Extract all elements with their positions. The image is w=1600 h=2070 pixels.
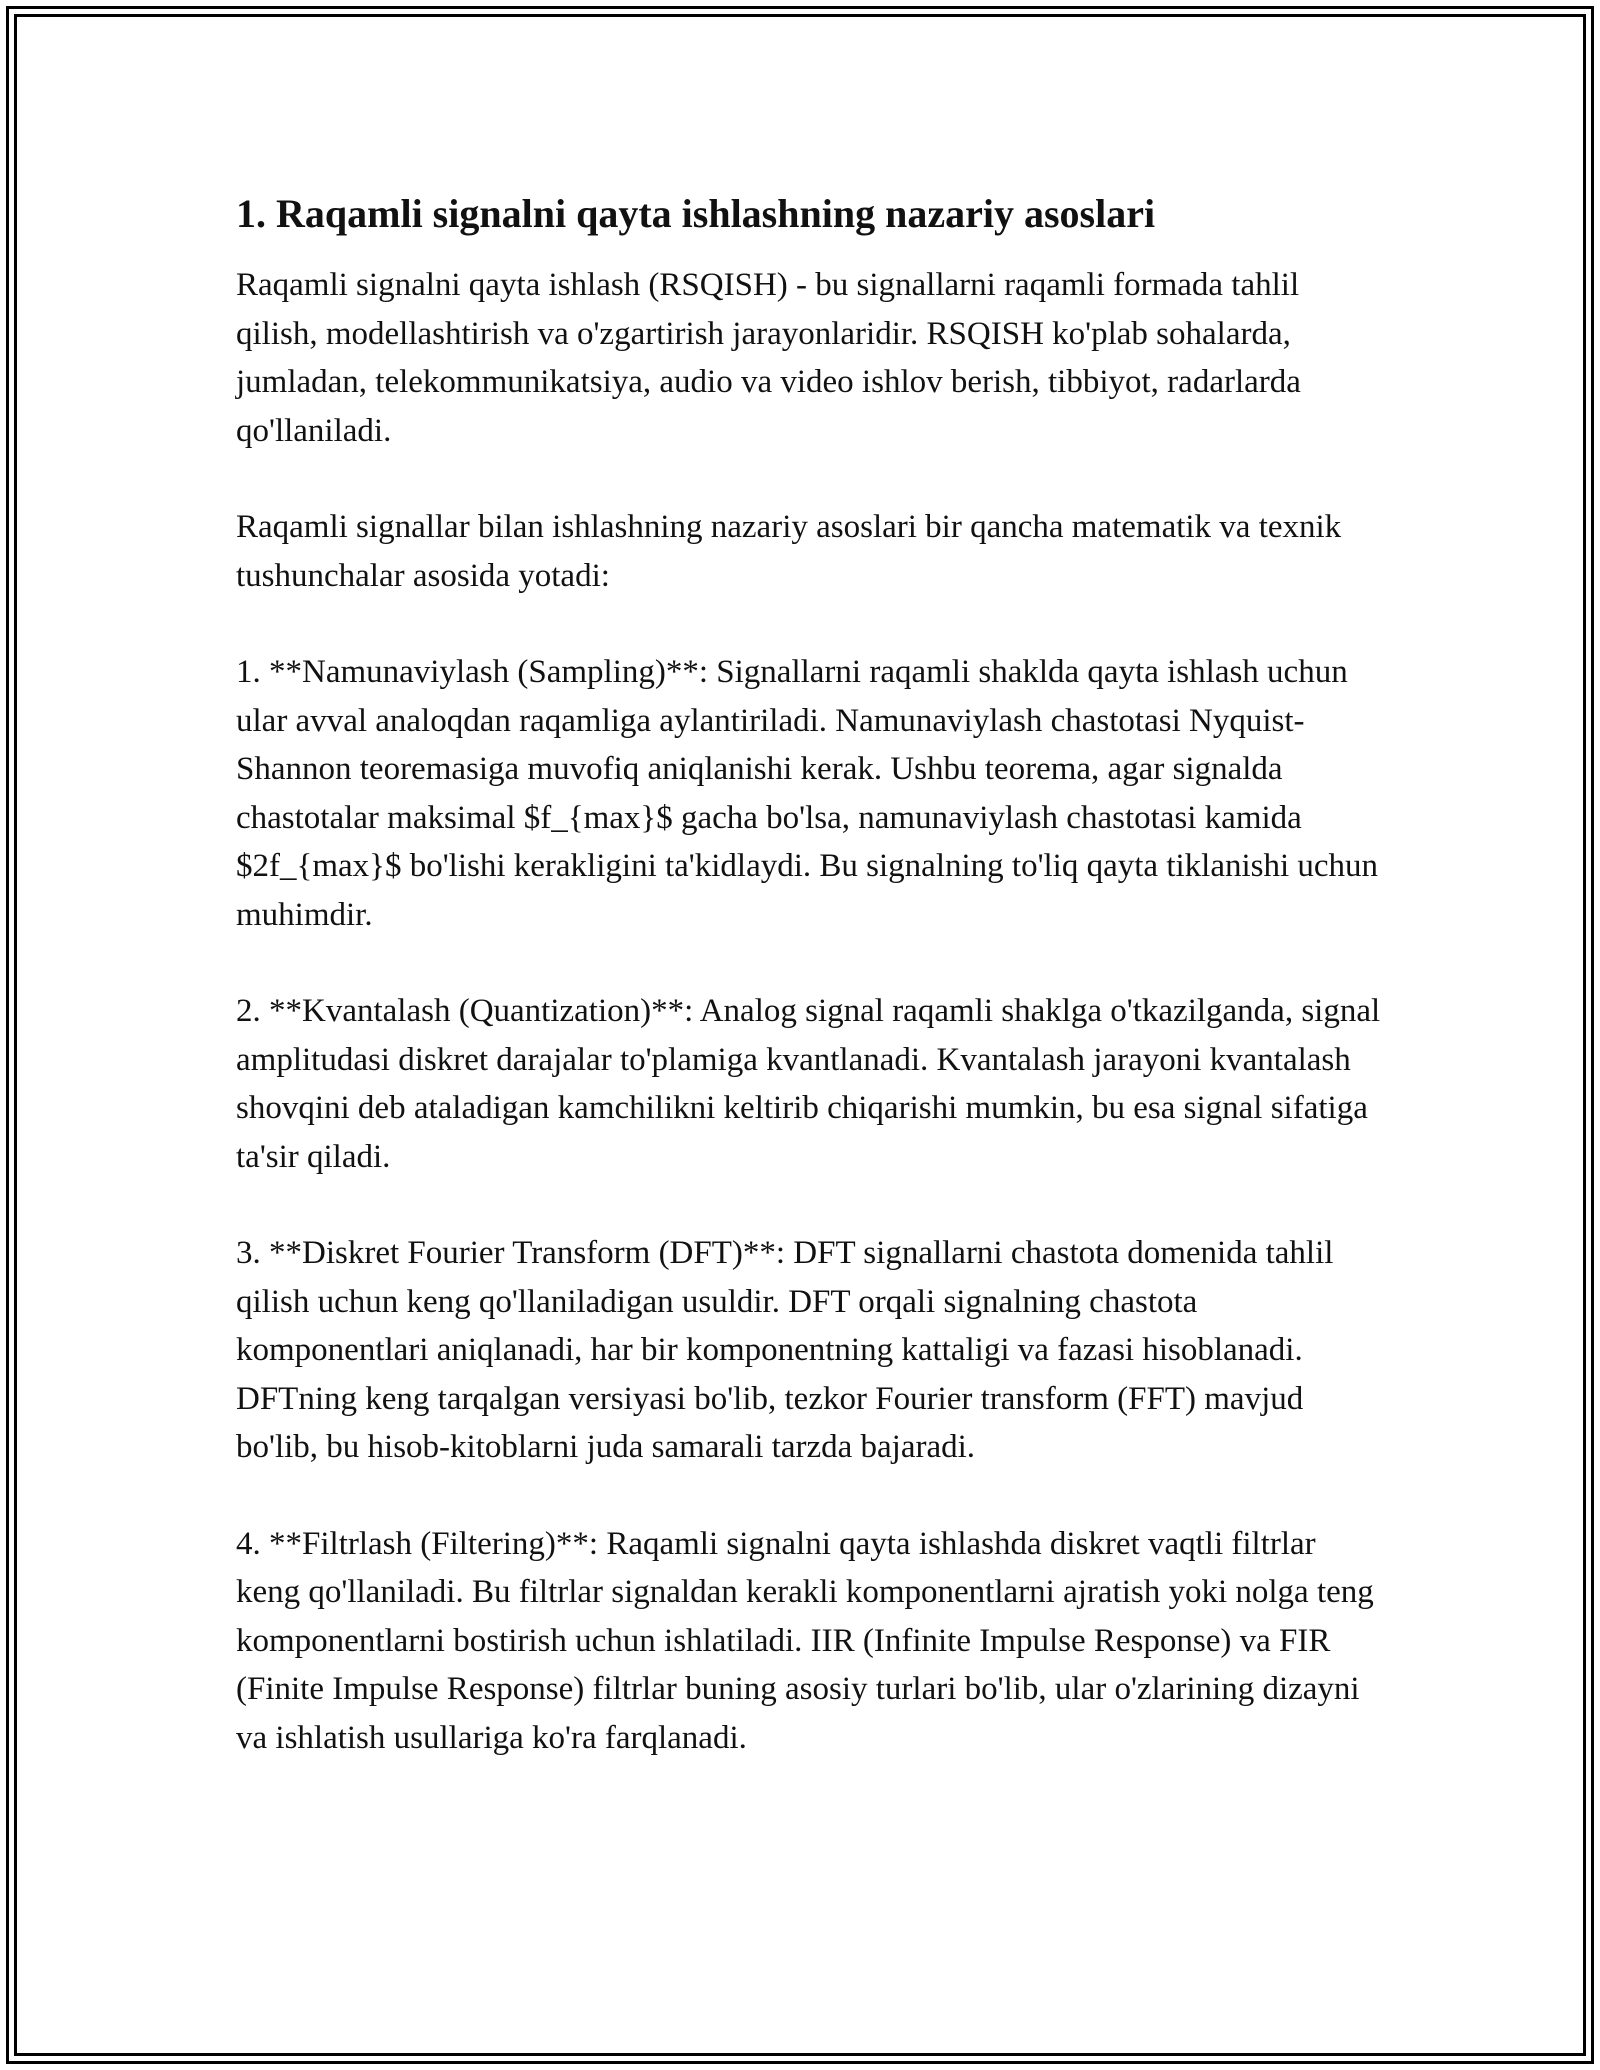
- paragraph-dft: 3. **Diskret Fourier Transform (DFT)**: DFT signallarni chastota domenida tahlil qilish uchun keng qo'llaniladigan usuldir. DFT orqali signalning chastota komponentlari aniqlanadi, har bir komponentning kattaligi va fazasi hisoblanadi. DFTning keng tarqalgan versiyasi bo'lib, tezkor Fourier transform (FFT) mavjud bo'lib, bu hisob-kitoblarni juda samarali tarzda bajaradi.: [236, 1235, 1334, 1465]
- paragraph-quantization: 2. **Kvantalash (Quantization)**: Analog signal raqamli shaklga o'tkazilganda, signal amplitudasi diskret darajalar to'plamiga kvantlanadi. Kvantalash jarayoni kvantalash shovqini deb ataladigan kamchilikni keltirib chiqarishi mumkin, bu esa signal sifatiga ta'sir qiladi.: [236, 993, 1381, 1175]
- paragraph-filtering: 4. **Filtrlash (Filtering)**: Raqamli signalni qayta ishlashda diskret vaqtli filtrlar keng qo'llaniladi. Bu filtrlar signaldan kerakli komponentlarni ajratish yoki nolga teng komponentlarni bostirish uchun ishlatiladi. IIR (Infinite Impulse Response) va FIR (Finite Impulse Response) filtrlar buning asosiy turlari bo'lib, ular o'zlarining dizayni va ishlatish usullariga ko'ra farqlanadi.: [236, 1525, 1374, 1756]
- section-heading: 1. Raqamli signalni qayta ishlashning nazariy asoslari: [236, 191, 1156, 236]
- paragraph-foundations: Raqamli signallar bilan ishlashning nazariy asoslari bir qancha matematik va texnik tushunchalar asosida yotadi:: [236, 509, 1342, 594]
- paragraph-intro: Raqamli signalni qayta ishlash (RSQISH) - bu signallarni raqamli formada tahlil qilish, modellashtirish va o'zgartirish jarayonlaridir. RSQISH ko'plab sohalarda, jumladan, telekommunikatsiya, audio va video ishlov berish, tibbiyot, radarlarda qo'llaniladi.: [236, 267, 1301, 449]
- document-body: [236, 188, 1384, 1810]
- paragraph-sampling: 1. **Namunaviylash (Sampling)**: Signallarni raqamli shaklda qayta ishlash uchun ular avval analoqdan raqamliga aylantiriladi. Namunaviylash chastotasi Nyquist-Shannon teoremasiga muvofiq aniqlanishi kerak. Ushbu teorema, agar signalda chastotalar maksimal $f_{max}$ gacha bo'lsa, namunaviylash chastotasi kamida $2f_{max}$ bo'lishi kerakligini ta'kidlaydi. Bu signalning to'liq qayta tiklanishi uchun muhimdir.: [236, 654, 1379, 933]
